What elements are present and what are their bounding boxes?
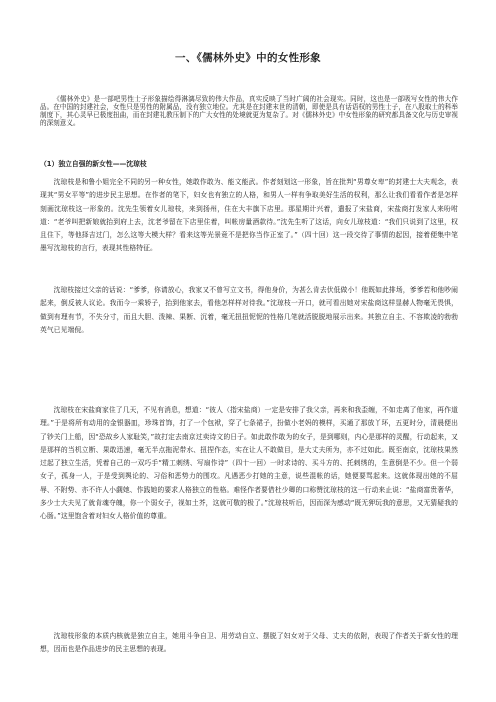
body-paragraph-2: 沈琼枝接过父亲的话说：“爹爹，你请放心，我家又不曾写立文书，得他身价，为甚么肯去伏低做小！他既如此排场，爹爹若和他吵闹起来，倒反被人议论。我而今一乘轿子，抬到他家去，看他怎样样对待我。”沈琼枝一开口，就可看出她对宋盐商这样显赫人物毫无畏惧，做到有理有节，不失分寸，而且大胆、泼辣、果断、沉着，毫无扭扭怩怩的性格几笔就活脱脱地展示出来。其独立自主、不容欺凌的勃勃英气已见端倪。 bbox=[40, 286, 458, 334]
body-paragraph-4: 沈琼枝形象的本质内核就是独立自主，她用斗争自卫、用劳动自立、摆脱了妇女对于父母、丈夫的依附，表现了作者关于新女性的理想，因而也是作品进步的民主思想的表现。 bbox=[40, 632, 458, 654]
document-title: 一、《儒林外史》中的女性形象 bbox=[175, 52, 321, 65]
section-heading: （1）独立自强的新女性——沈琼枝 bbox=[40, 160, 147, 168]
intro-paragraph: 《儒林外史》是一部吧男性士子形象描绘得淋漓尽致的伟大作品，真实反映了当时广阔的社会现实。同时，这也是一部吸写女性的伟大作品。在中国的封建社会，女性只是男性的附属品，没有独立地位。尤其是在封建末世的清朝，即使是具有话语权的男性士子，在八股取士的科举制度下，其心灵早已极度扭曲，而在封建礼教压制下的广大女性的处境就更为复杂了。对《儒林外史》中女性形象的研究都具备文化与历史审视的深刻意义。 bbox=[40, 95, 458, 128]
body-paragraph-3: 沈琼枝在宋盐商家住了几天，不见有消息，想道：“彼人（指宋盐商）一定是安排了我父亲，再来和我歪缠，不如走离了他家，再作道理。”于是将所有动用的金银器皿，珍珠首饰，打了一个包袱，穿了七条裙子，扮做小老妈的模样，买通了那放丫环，五更时分，清晨便出了钞关门上船，因“恐故乡人家耻笑，”故打定去南京过卖诗文的日子。如此敢作敢为的女子，是到哪则，内心是那样的灵醒，行动起来，又是那样的当机立断、果敢迅速，毫无半点拖泥带水、扭捏作态，实在让人不敢做目，是大丈夫所为，亦不过如此。既至南京，沈琼枝果然过起了独立生活，凭着自己的一双巧手“精工刺绣、写扇作诗”（四十一回）一时求诗的、买斗方的、托刺绣的，生意倒是不少。但一个弱女子，孤身一人，于是受到舆论的、习俗和恶势力的围攻。凡遇恶少打她的主意，说些混帐的话，她便要骂起来。这就体现出她的不屈辱、不附势、亦不许人小觑她、作践她的要求人格独立的性格。难怪作者要借杜少卿的口称赞沈琼枝的这一行动来止说：“盐商富贵奢华，多少士大夫见了就肯魂夺魄，你一个弱女子，视如土芥，这就可敬的极了。”沈琼枝听后，因而深为感动“既无狎玩我的意思，又无猜疑我的心肠。”这里饱含着对妇女人格价值的尊重。 bbox=[40, 406, 458, 521]
body-paragraph-1: 沈琼枝是和鲁小姐完全不同的另一种女性，她敢作敢为、能文能武。作者刻划这一形象，旨在批判“男尊女卑”的封建士大夫观念，表现其“男女平等”的进步民主思想。在作者的笔下，妇女也有独立的人格，和男人一样有争取美好生活的权利，那么让我们看看作者是怎样刻画沈琼枝这一形象的。沈先生领着女儿琼枝，来到扬州，住在大丰旗下店里。那星期计兴着，遣报了宋盐商，宋盐商打发家人来吩咐道：“老爷叫把新娘就抬到府上去，沈老爷留在下店里住着，叫帐房量酒款待。”沈先生听了这话，向女儿琼枝道：“我们只说到了这里，权且住下，等他择吉过门，怎么这等大模大样？看来这等光景竟不是把你当作正室了。”（四十回）这一段交待了事情的起因，接着便集中笔墨写沈琼枝的言行，表现其性格特征。 bbox=[40, 178, 458, 253]
